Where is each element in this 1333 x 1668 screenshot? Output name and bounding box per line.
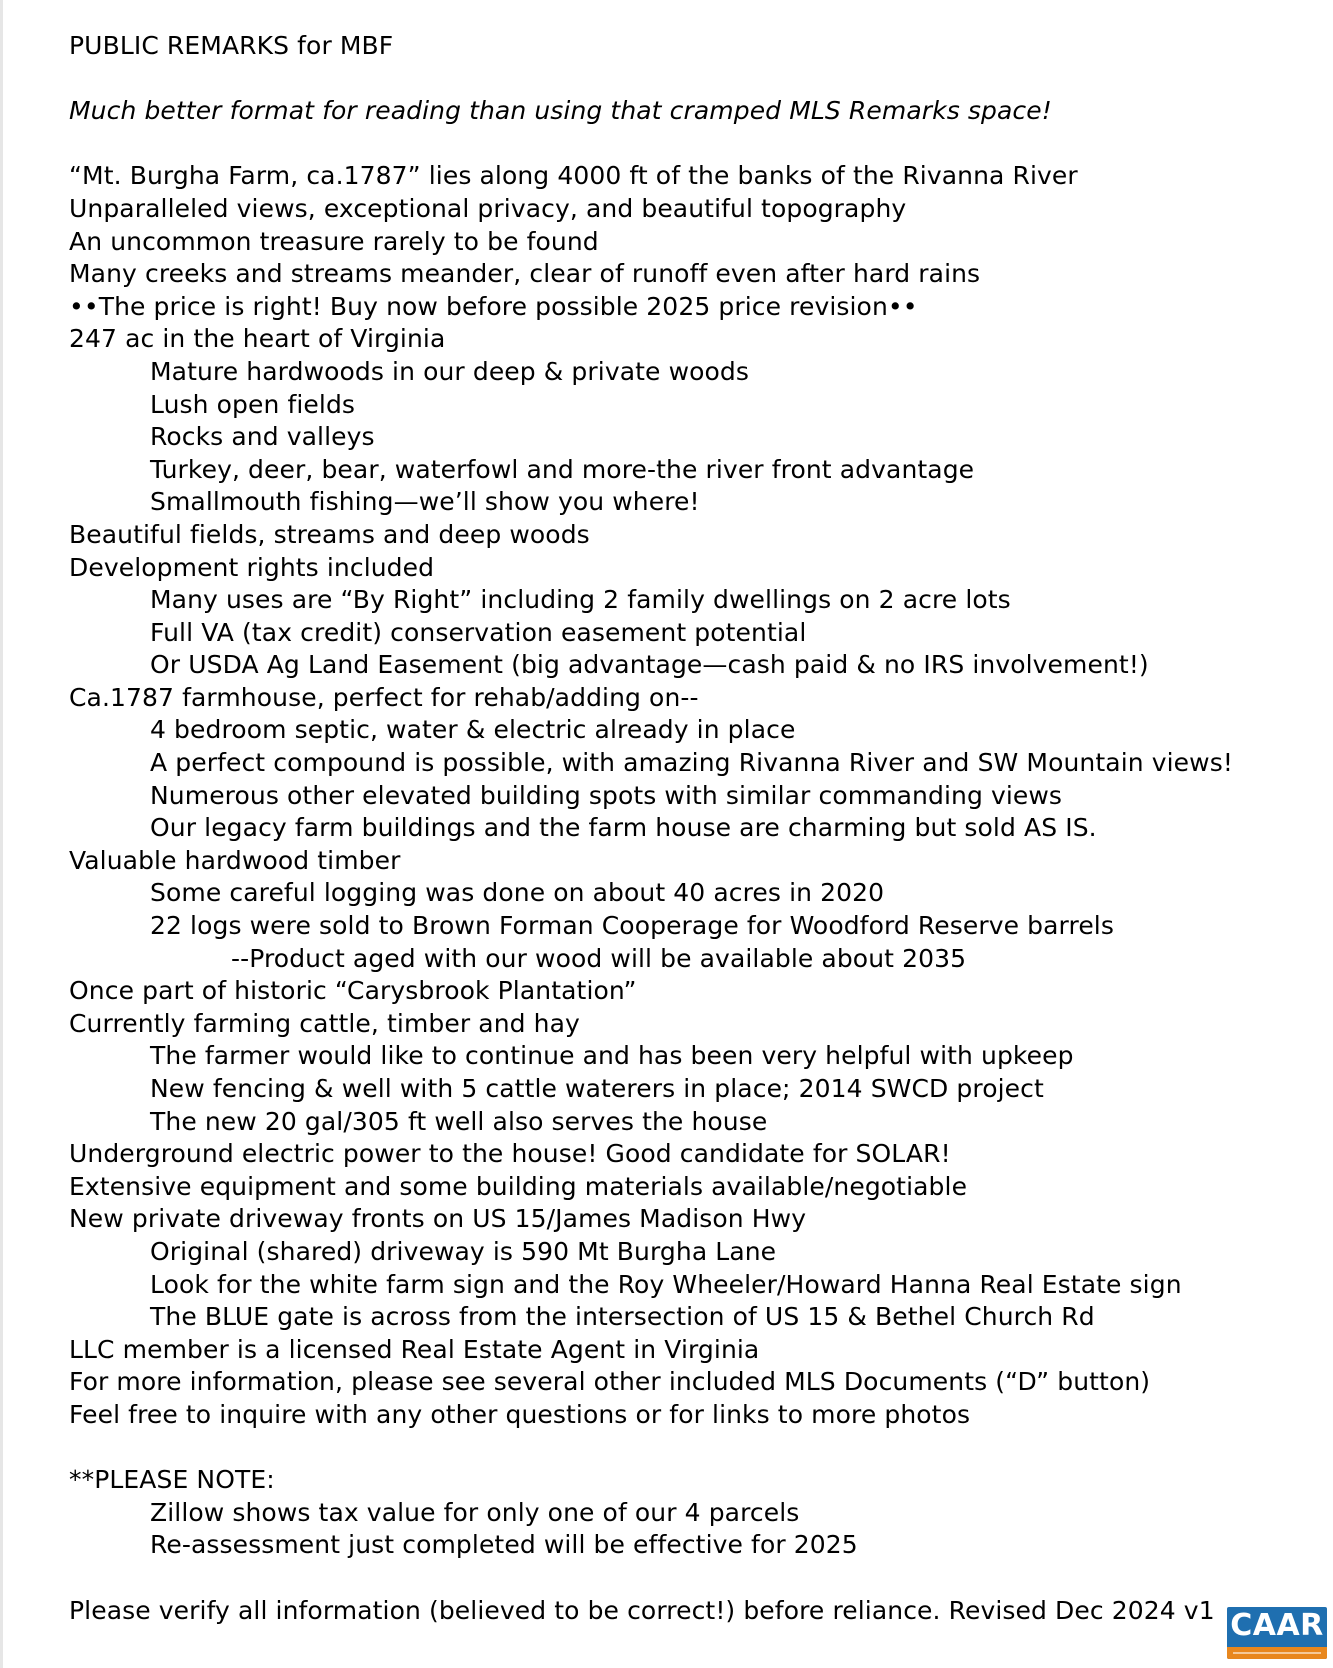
remark-line: Our legacy farm buildings and the farm house are charming but sold AS IS.	[150, 813, 1097, 843]
remark-line: Turkey, deer, bear, waterfowl and more-the river front advantage	[150, 454, 975, 484]
remark-line: Valuable hardwood timber	[69, 845, 401, 875]
remark-line: The farmer would like to continue and has been very helpful with upkeep	[150, 1041, 1074, 1071]
remark-line: Underground electric power to the house! Good candidate for SOLAR!	[69, 1139, 951, 1169]
caar-logo	[1227, 1607, 1327, 1659]
spacer	[69, 63, 1324, 96]
spacer	[69, 1562, 1324, 1595]
remark-line: Mature hardwoods in our deep & private woods	[150, 356, 750, 386]
caar-logo-text: CAAR	[1230, 1608, 1324, 1643]
remark-line: Unparalleled views, exceptional privacy, and beautiful topography	[69, 193, 907, 223]
remark-line: “Mt. Burgha Farm, ca.1787” lies along 4000 ft of the banks of the Rivanna River	[69, 161, 1078, 191]
remark-line: 22 logs were sold to Brown Forman Cooperage for Woodford Reserve barrels	[150, 911, 1114, 941]
remark-line: A perfect compound is possible, with amazing Rivanna River and SW Mountain views!	[150, 748, 1233, 778]
caar-logo-strip	[1227, 1647, 1327, 1659]
remark-line: Re-assessment just completed will be effective for 2025	[150, 1530, 858, 1560]
document-heading: PUBLIC REMARKS for MBF	[69, 31, 394, 60]
remark-line: The new 20 gal/305 ft well also serves the house	[150, 1106, 768, 1136]
remark-line: Ca.1787 farmhouse, perfect for rehab/adding on--	[69, 682, 699, 712]
document-body	[69, 30, 1324, 1627]
remark-line: Development rights included	[69, 552, 435, 582]
remark-line: Or USDA Ag Land Easement (big advantage—cash paid & no IRS involvement!)	[150, 650, 1149, 680]
footer-disclaimer: Please verify all information (believed to be correct!) before reliance. Revised Dec 2024 v1	[69, 1595, 1215, 1625]
remark-line: Extensive equipment and some building materials available/negotiable	[69, 1171, 968, 1201]
remark-line: For more information, please see several other included MLS Documents (“D” button)	[69, 1367, 1151, 1397]
remark-line: Many uses are “By Right” including 2 family dwellings on 2 acre lots	[150, 585, 1011, 615]
remark-line: Smallmouth fishing—we’ll show you where!	[150, 487, 700, 517]
remark-line: Full VA (tax credit) conservation easement potential	[150, 617, 807, 647]
remark-line: New private driveway fronts on US 15/James Madison Hwy	[69, 1204, 807, 1234]
remark-line: Original (shared) driveway is 590 Mt Burgha Lane	[150, 1236, 777, 1266]
document-subheading: Much better format for reading than using that cramped MLS Remarks space!	[69, 96, 1052, 126]
spacer	[69, 128, 1324, 161]
remark-line: An uncommon treasure rarely to be found	[69, 226, 599, 256]
remark-line: The BLUE gate is across from the intersection of US 15 & Bethel Church Rd	[150, 1302, 1095, 1332]
remark-line: Numerous other elevated building spots with similar commanding views	[150, 780, 1063, 810]
remark-line: Beautiful fields, streams and deep woods	[69, 519, 590, 549]
remark-line: Rocks and valleys	[150, 422, 375, 452]
note-list	[69, 1497, 1324, 1562]
spacer	[69, 1432, 1324, 1465]
remark-line: 247 ac in the heart of Virginia	[69, 324, 446, 354]
remark-line: Look for the white farm sign and the Roy Wheeler/Howard Hanna Real Estate sign	[150, 1269, 1182, 1299]
remark-line: Some careful logging was done on about 40 acres in 2020	[150, 878, 885, 908]
remarks-list	[69, 160, 1324, 1431]
remark-line: Once part of historic “Carysbrook Plantation”	[69, 976, 637, 1006]
remark-line: Feel free to inquire with any other questions or for links to more photos	[69, 1399, 971, 1429]
remark-line: Currently farming cattle, timber and hay	[69, 1008, 580, 1038]
remark-line: Many creeks and streams meander, clear of runoff even after hard rains	[69, 259, 981, 289]
remark-line: --Product aged with our wood will be available about 2035	[231, 943, 967, 973]
caar-logo-tagline-mark	[1233, 1652, 1321, 1654]
remark-line: LLC member is a licensed Real Estate Agent in Virginia	[69, 1334, 760, 1364]
note-heading: **PLEASE NOTE:	[69, 1465, 275, 1495]
remark-line: 4 bedroom septic, water & electric already in place	[150, 715, 796, 745]
remark-line: Lush open fields	[150, 389, 356, 419]
remark-line: New fencing & well with 5 cattle waterers in place; 2014 SWCD project	[150, 1074, 1044, 1103]
remark-line: Zillow shows tax value for only one of our 4 parcels	[150, 1497, 800, 1527]
remark-line: ••The price is right! Buy now before possible 2025 price revision••	[69, 291, 918, 321]
